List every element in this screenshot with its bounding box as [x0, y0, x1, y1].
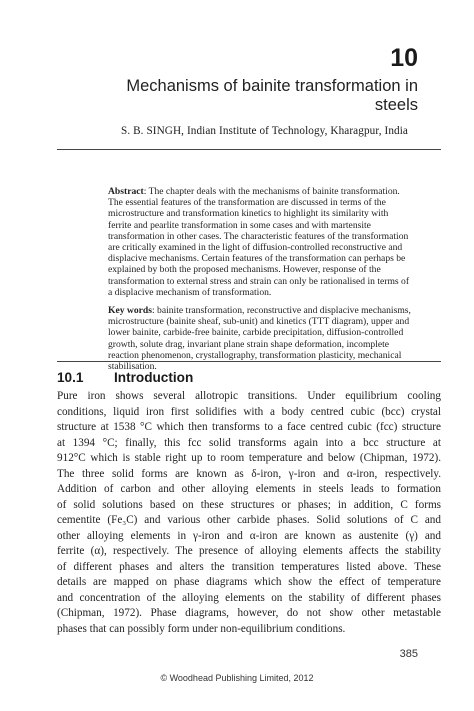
abstract-top-rule	[57, 149, 441, 150]
body-line: 912°C which is stable right up to room temperature and below (Chipman, 1972).	[57, 452, 441, 464]
section-title: Introduction	[114, 370, 194, 385]
body-line: and concentration of the alloying elements on the stability of different phases	[57, 591, 441, 604]
abstract-bottom-rule	[57, 361, 441, 362]
abstract-text: : The chapter deals with the mechanisms of bainite transformation. The essential features of the transformation are discussed in terms of the microstructure and transformation kinetics to highlight its similarity with ferrite and pearlite transformation in some cases and with martensite transformation in other cases. The characteristic features of the transformation are critically examined in the light of diffusion-controlled reconstructive and displacive mechanisms. Certain features of the transformation can perhaps be explained by both the proposed mechanisms. However, response of the transformation to external stress and strain can only be rationalised in terms of a displacive mechanism of transformation.	[108, 186, 410, 298]
body-line: The three solid forms are known as δ-iron, γ-iron and α-iron, respectively.	[57, 467, 441, 480]
body-line: conditions, liquid iron first solidifies with a body centred cubic (bcc) crystal	[57, 405, 441, 418]
keywords-block	[108, 305, 412, 372]
copyright-notice: © Woodhead Publishing Limited, 2012	[160, 673, 314, 683]
body-line: (Chipman, 1972). Phase diagrams, however, do not show other metastable	[57, 607, 441, 619]
author-affiliation: S. B. SINGH, Indian Institute of Technology, Kharagpur, India	[121, 125, 408, 137]
body-paragraph	[57, 389, 441, 637]
body-line: cementite (Fe₃C) and various other carbide phases. Solid solutions of C and	[57, 514, 441, 526]
body-line: phases that can possibly form under non-equilibrium conditions.	[57, 622, 346, 635]
section-heading	[57, 369, 441, 387]
section-number: 10.1	[57, 370, 84, 385]
body-line: ferrite (α), respectively. The presence of alloying elements affects the stability	[57, 545, 441, 557]
page-number: 385	[399, 648, 418, 660]
keywords-label: Key words	[108, 305, 152, 316]
chapter-number: 10	[390, 44, 418, 72]
body-line: structure at 1538 °C which then transforms to a face centred cubic (fcc) structure	[57, 421, 441, 433]
body-line: of solid solutions based on these structures or phases; in addition, C forms	[57, 498, 441, 511]
chapter-title-line-1: Mechanisms of bainite transformation in	[126, 77, 418, 95]
body-line: details are mapped on phase diagrams which show the effect of temperature	[57, 576, 441, 588]
abstract-label: Abstract	[108, 186, 144, 197]
chapter-title-line-2: steels	[374, 96, 418, 114]
body-line: Pure iron shows several allotropic transitions. Under equilibrium cooling	[57, 390, 441, 402]
chapter-title	[88, 77, 418, 115]
keywords-text: : bainite transformation, reconstructive and displacive mechanisms, microstructure (bainite sheaf, sub-unit) and kinetics (TTT diagram), upper and lower bainite, carbide-free bainite, carbide precipitation, diffusion-controlled growth, solute drag, invariant plane strain shape deformation, incomplete reaction phenomenon, crystallography, transformation plasticity, mechanical stabilisation.	[108, 305, 411, 373]
body-line: of different phases and alters the transition temperatures listed above. These	[57, 560, 441, 573]
body-line: at 1394 °C; finally, this fcc solid transforms again into a bcc structure at	[57, 436, 441, 449]
abstract-block	[108, 186, 412, 298]
body-line: Addition of carbon and other alloying elements in steels leads to formation	[57, 483, 441, 495]
body-line: other alloying elements in γ-iron and α-iron are known as austenite (γ) and	[57, 529, 441, 542]
